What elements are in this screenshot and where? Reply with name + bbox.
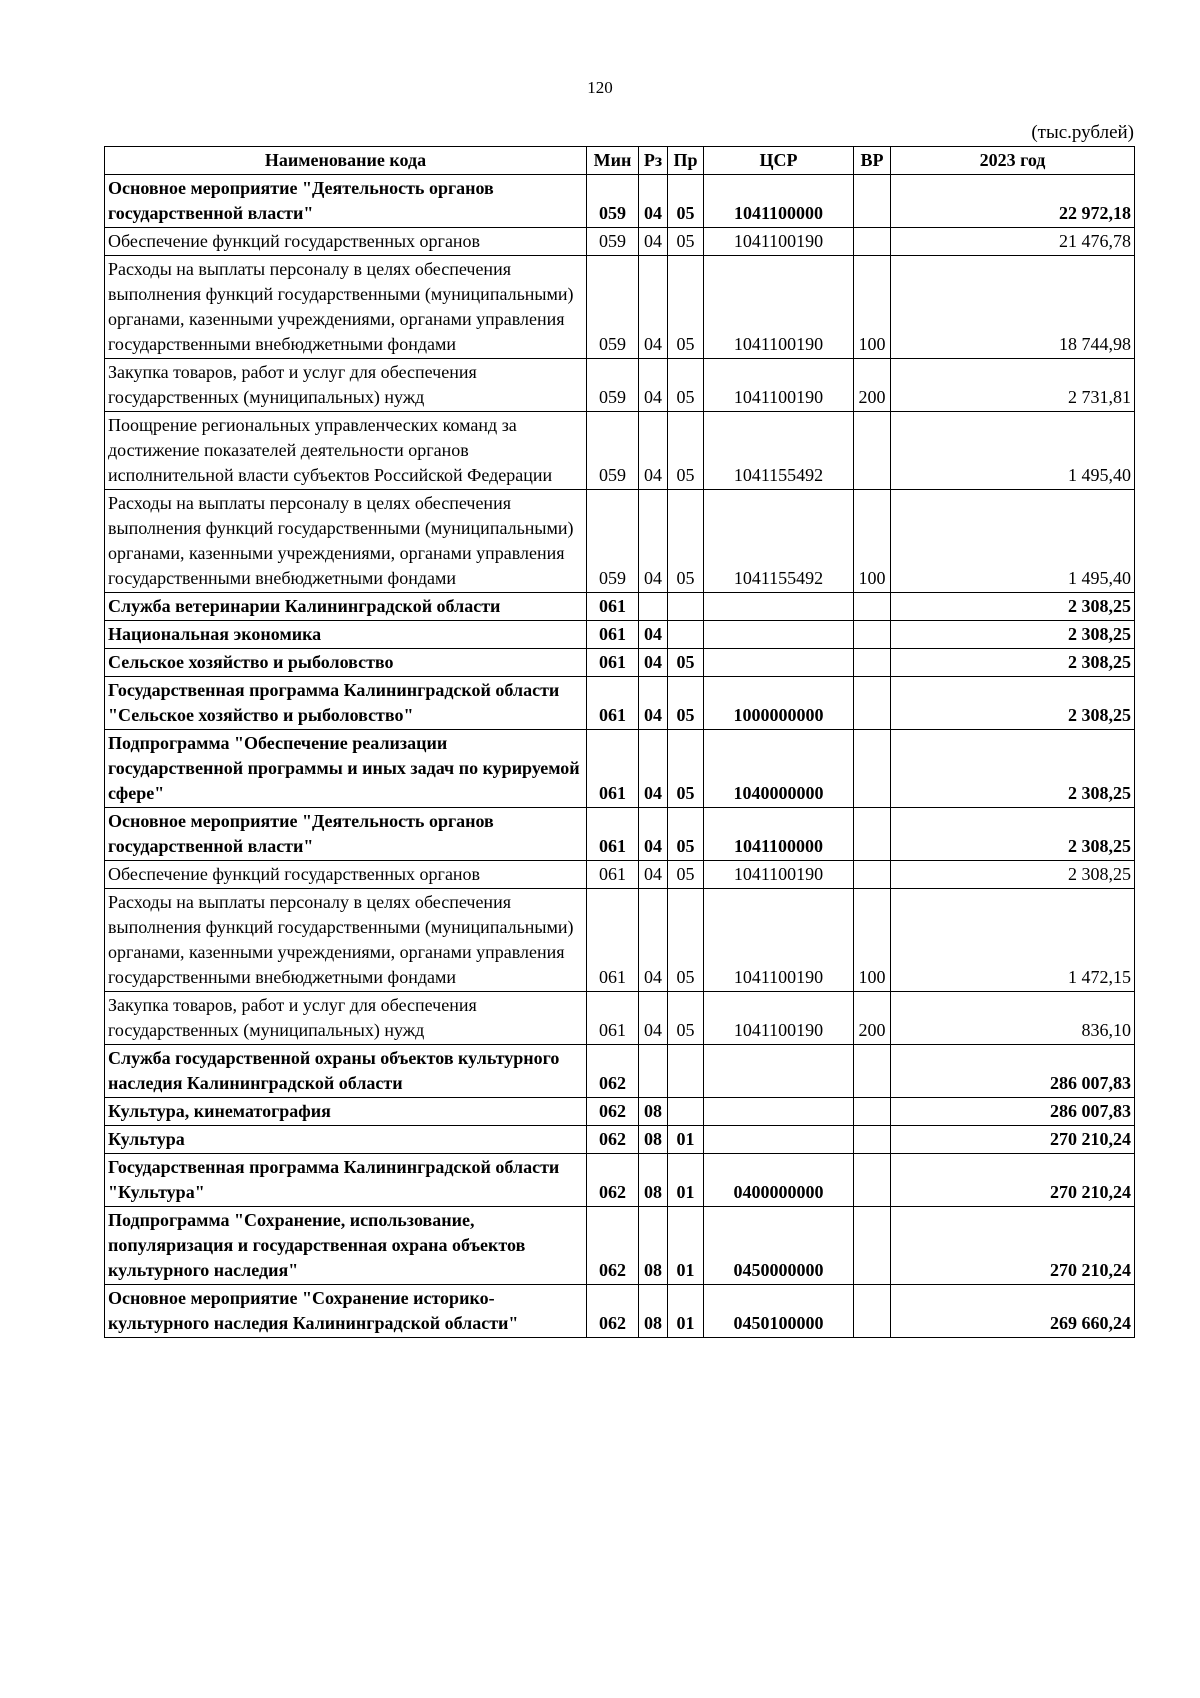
cell-pr — [668, 1098, 704, 1126]
cell-name: Подпрограмма "Обеспечение реализации государственной программы и иных задач по курируемой сфере" — [105, 730, 587, 808]
cell-vr — [854, 730, 891, 808]
cell-rz: 04 — [639, 256, 668, 359]
cell-name: Основное мероприятие "Деятельность органов государственной власти" — [105, 175, 587, 228]
cell-csr: 1041155492 — [704, 490, 854, 593]
cell-min: 061 — [587, 649, 639, 677]
cell-rz: 08 — [639, 1098, 668, 1126]
cell-vr — [854, 1126, 891, 1154]
cell-min: 061 — [587, 621, 639, 649]
cell-pr: 05 — [668, 730, 704, 808]
cell-amount: 22 972,18 — [891, 175, 1135, 228]
cell-min: 059 — [587, 256, 639, 359]
table-header-row — [105, 147, 1135, 175]
cell-name: Основное мероприятие "Деятельность органов государственной власти" — [105, 808, 587, 861]
table-row — [105, 808, 1135, 861]
cell-pr: 05 — [668, 808, 704, 861]
cell-csr: 1041100190 — [704, 228, 854, 256]
cell-pr: 05 — [668, 175, 704, 228]
cell-min: 061 — [587, 593, 639, 621]
cell-min: 062 — [587, 1126, 639, 1154]
cell-pr: 05 — [668, 359, 704, 412]
cell-rz: 04 — [639, 175, 668, 228]
table-row — [105, 256, 1135, 359]
cell-min: 059 — [587, 228, 639, 256]
budget-table — [104, 146, 1135, 1338]
table-row — [105, 359, 1135, 412]
cell-min: 061 — [587, 889, 639, 992]
cell-name: Расходы на выплаты персоналу в целях обеспечения выполнения функций государственными (муниципальными) органами, казенными учреждениями, органами управления государственными внебюджетными фондами — [105, 256, 587, 359]
cell-csr: 1041100190 — [704, 889, 854, 992]
page-number: 120 — [587, 78, 613, 97]
cell-pr: 01 — [668, 1207, 704, 1285]
cell-vr — [854, 1098, 891, 1126]
cell-pr — [668, 621, 704, 649]
cell-csr: 1000000000 — [704, 677, 854, 730]
cell-amount: 1 495,40 — [891, 490, 1135, 593]
cell-vr — [854, 649, 891, 677]
cell-csr: 1041100190 — [704, 359, 854, 412]
cell-name: Закупка товаров, работ и услуг для обеспечения государственных (муниципальных) нужд — [105, 359, 587, 412]
cell-name: Закупка товаров, работ и услуг для обеспечения государственных (муниципальных) нужд — [105, 992, 587, 1045]
cell-csr — [704, 1098, 854, 1126]
cell-rz — [639, 593, 668, 621]
cell-pr: 05 — [668, 677, 704, 730]
cell-pr: 05 — [668, 228, 704, 256]
cell-rz: 08 — [639, 1154, 668, 1207]
cell-pr: 01 — [668, 1285, 704, 1338]
header-year: 2023 год — [891, 147, 1135, 175]
table-row — [105, 1045, 1135, 1098]
cell-vr — [854, 677, 891, 730]
cell-rz: 04 — [639, 412, 668, 490]
table-row — [105, 1098, 1135, 1126]
cell-rz: 04 — [639, 992, 668, 1045]
cell-pr: 05 — [668, 490, 704, 593]
cell-pr: 01 — [668, 1154, 704, 1207]
cell-csr — [704, 649, 854, 677]
cell-min: 061 — [587, 992, 639, 1045]
cell-amount: 2 308,25 — [891, 677, 1135, 730]
cell-csr: 1040000000 — [704, 730, 854, 808]
cell-name: Основное мероприятие "Сохранение историко-культурного наследия Калининградской области" — [105, 1285, 587, 1338]
table-row — [105, 649, 1135, 677]
table-row — [105, 490, 1135, 593]
cell-min: 059 — [587, 359, 639, 412]
cell-csr — [704, 593, 854, 621]
cell-name: Государственная программа Калининградской области "Сельское хозяйство и рыболовство" — [105, 677, 587, 730]
cell-rz: 04 — [639, 677, 668, 730]
cell-name: Культура, кинематография — [105, 1098, 587, 1126]
header-pr: Пр — [668, 147, 704, 175]
table-row — [105, 412, 1135, 490]
header-vr: ВР — [854, 147, 891, 175]
cell-name: Обеспечение функций государственных органов — [105, 861, 587, 889]
table-row — [105, 730, 1135, 808]
cell-csr: 0400000000 — [704, 1154, 854, 1207]
cell-amount: 2 308,25 — [891, 593, 1135, 621]
cell-rz: 04 — [639, 649, 668, 677]
cell-amount: 1 472,15 — [891, 889, 1135, 992]
cell-amount: 2 308,25 — [891, 649, 1135, 677]
cell-rz: 04 — [639, 228, 668, 256]
cell-csr: 1041100000 — [704, 808, 854, 861]
cell-name: Подпрограмма "Сохранение, использование, популяризация и государственная охрана объектов культурного наследия" — [105, 1207, 587, 1285]
cell-csr: 1041100190 — [704, 992, 854, 1045]
cell-min: 059 — [587, 412, 639, 490]
cell-vr — [854, 175, 891, 228]
cell-rz: 08 — [639, 1207, 668, 1285]
cell-pr: 05 — [668, 256, 704, 359]
cell-name: Сельское хозяйство и рыболовство — [105, 649, 587, 677]
cell-min: 062 — [587, 1207, 639, 1285]
header-csr: ЦСР — [704, 147, 854, 175]
cell-amount: 21 476,78 — [891, 228, 1135, 256]
cell-pr: 05 — [668, 861, 704, 889]
cell-csr: 1041100190 — [704, 256, 854, 359]
cell-vr — [854, 861, 891, 889]
cell-csr: 1041100000 — [704, 175, 854, 228]
cell-csr: 0450100000 — [704, 1285, 854, 1338]
table-row — [105, 175, 1135, 228]
header-rz: Рз — [639, 147, 668, 175]
cell-amount: 836,10 — [891, 992, 1135, 1045]
cell-amount: 2 308,25 — [891, 861, 1135, 889]
cell-pr: 01 — [668, 1126, 704, 1154]
cell-rz: 04 — [639, 889, 668, 992]
cell-vr — [854, 1207, 891, 1285]
table-row — [105, 228, 1135, 256]
cell-name: Служба государственной охраны объектов культурного наследия Калининградской области — [105, 1045, 587, 1098]
cell-csr: 0450000000 — [704, 1207, 854, 1285]
cell-vr — [854, 228, 891, 256]
cell-amount: 2 731,81 — [891, 359, 1135, 412]
cell-rz: 08 — [639, 1285, 668, 1338]
cell-rz: 08 — [639, 1126, 668, 1154]
cell-min: 059 — [587, 175, 639, 228]
cell-amount: 270 210,24 — [891, 1207, 1135, 1285]
cell-pr: 05 — [668, 889, 704, 992]
cell-name: Поощрение региональных управленческих команд за достижение показателей деятельности органов исполнительной власти субъектов Российской Федерации — [105, 412, 587, 490]
header-min: Мин — [587, 147, 639, 175]
cell-amount: 1 495,40 — [891, 412, 1135, 490]
cell-amount: 2 308,25 — [891, 808, 1135, 861]
cell-amount: 2 308,25 — [891, 730, 1135, 808]
cell-vr: 100 — [854, 490, 891, 593]
cell-amount: 286 007,83 — [891, 1045, 1135, 1098]
cell-amount: 2 308,25 — [891, 621, 1135, 649]
cell-vr — [854, 1154, 891, 1207]
cell-amount: 270 210,24 — [891, 1126, 1135, 1154]
cell-vr — [854, 1285, 891, 1338]
table-row — [105, 621, 1135, 649]
cell-vr: 100 — [854, 889, 891, 992]
table-row — [105, 593, 1135, 621]
cell-vr: 100 — [854, 256, 891, 359]
table-row — [105, 889, 1135, 992]
cell-min: 059 — [587, 490, 639, 593]
table-row — [105, 861, 1135, 889]
cell-pr: 05 — [668, 412, 704, 490]
cell-name: Служба ветеринарии Калининградской области — [105, 593, 587, 621]
cell-rz — [639, 1045, 668, 1098]
cell-csr: 1041100190 — [704, 861, 854, 889]
cell-min: 062 — [587, 1285, 639, 1338]
cell-amount: 269 660,24 — [891, 1285, 1135, 1338]
cell-vr — [854, 621, 891, 649]
cell-vr — [854, 1045, 891, 1098]
cell-csr — [704, 621, 854, 649]
cell-min: 062 — [587, 1098, 639, 1126]
cell-min: 062 — [587, 1045, 639, 1098]
cell-name: Национальная экономика — [105, 621, 587, 649]
table-row — [105, 1126, 1135, 1154]
cell-rz: 04 — [639, 808, 668, 861]
table-row — [105, 677, 1135, 730]
cell-vr: 200 — [854, 359, 891, 412]
cell-rz: 04 — [639, 861, 668, 889]
table-row — [105, 1285, 1135, 1338]
cell-pr — [668, 1045, 704, 1098]
cell-rz: 04 — [639, 359, 668, 412]
cell-vr: 200 — [854, 992, 891, 1045]
cell-min: 061 — [587, 677, 639, 730]
cell-csr: 1041155492 — [704, 412, 854, 490]
cell-vr — [854, 808, 891, 861]
cell-pr: 05 — [668, 649, 704, 677]
header-name: Наименование кода — [105, 147, 587, 175]
cell-name: Государственная программа Калининградской области "Культура" — [105, 1154, 587, 1207]
cell-amount: 18 744,98 — [891, 256, 1135, 359]
cell-name: Обеспечение функций государственных органов — [105, 228, 587, 256]
cell-vr — [854, 593, 891, 621]
cell-name: Расходы на выплаты персоналу в целях обеспечения выполнения функций государственными (муниципальными) органами, казенными учреждениями, органами управления государственными внебюджетными фондами — [105, 889, 587, 992]
cell-pr — [668, 593, 704, 621]
cell-min: 061 — [587, 808, 639, 861]
table-row — [105, 992, 1135, 1045]
cell-csr — [704, 1126, 854, 1154]
cell-pr: 05 — [668, 992, 704, 1045]
cell-amount: 286 007,83 — [891, 1098, 1135, 1126]
cell-min: 062 — [587, 1154, 639, 1207]
cell-rz: 04 — [639, 730, 668, 808]
cell-rz: 04 — [639, 621, 668, 649]
table-row — [105, 1207, 1135, 1285]
cell-name: Расходы на выплаты персоналу в целях обеспечения выполнения функций государственными (муниципальными) органами, казенными учреждениями, органами управления государственными внебюджетными фондами — [105, 490, 587, 593]
cell-rz: 04 — [639, 490, 668, 593]
cell-name: Культура — [105, 1126, 587, 1154]
table-row — [105, 1154, 1135, 1207]
cell-csr — [704, 1045, 854, 1098]
cell-min: 061 — [587, 730, 639, 808]
cell-vr — [854, 412, 891, 490]
cell-min: 061 — [587, 861, 639, 889]
units-label: (тыс.рублей) — [1031, 122, 1134, 143]
cell-amount: 270 210,24 — [891, 1154, 1135, 1207]
